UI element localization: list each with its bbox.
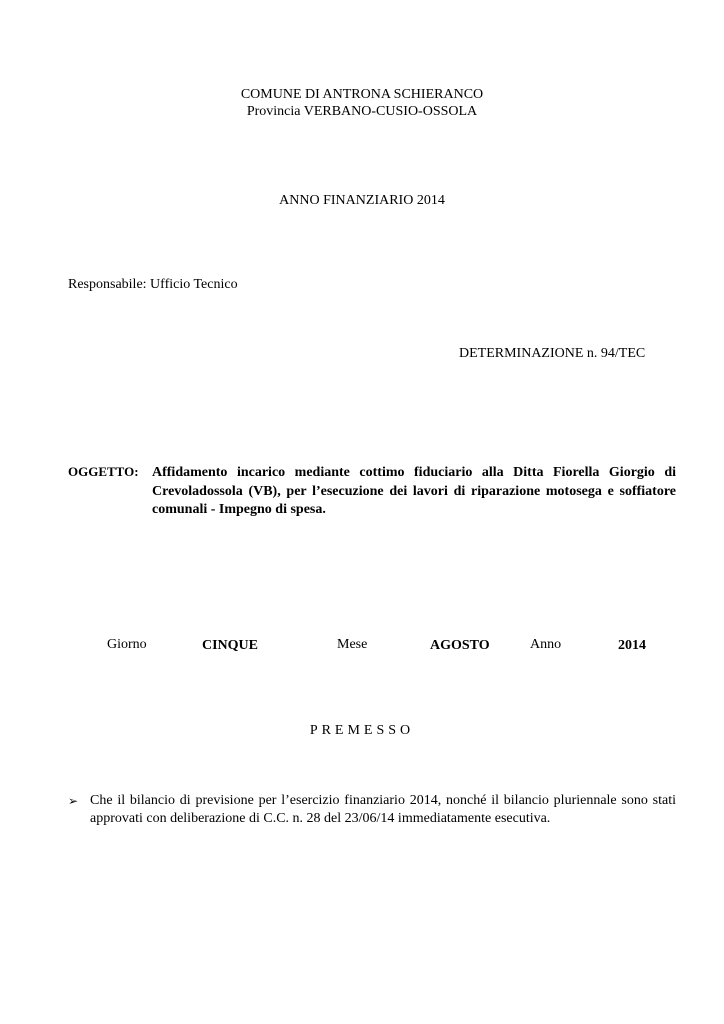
mese-label: Mese [337,637,368,652]
determinazione-number: DETERMINAZIONE n. 94/TEC [459,346,646,361]
premesso-heading: PREMESSO [309,723,415,738]
responsabile-line: Responsabile: Ufficio Tecnico [68,277,238,292]
arrow-bullet-icon: ➢ [68,794,79,808]
anno-finanziario: ANNO FINANZIARIO 2014 [279,193,445,208]
giorno-label: Giorno [107,637,147,652]
bullet-text: Che il bilancio di previsione per l’esercizio finanziario 2014, nonché il bilancio pluriennale sono stati approvati con deliberazione di C.C. n. 28 del 23/06/14 immediatamente esecutiva. [90,793,676,826]
giorno-value: CINQUE [202,638,259,653]
mese-value: AGOSTO [430,638,490,653]
anno-label: Anno [530,637,562,652]
oggetto-label: OGGETTO: [68,464,139,479]
provincia-subtitle: Provincia VERBANO-CUSIO-OSSOLA [246,104,478,119]
comune-title: COMUNE DI ANTRONA SCHIERANCO [240,87,484,102]
oggetto-text: Affidamento incarico mediante cottimo fiduciario alla Ditta Fiorella Giorgio di Crevoladossola (VB), per l’esecuzione dei lavori di riparazione motosega e soffiatore comunali - Impegno di spesa. [152,465,676,517]
anno-value: 2014 [618,638,646,653]
